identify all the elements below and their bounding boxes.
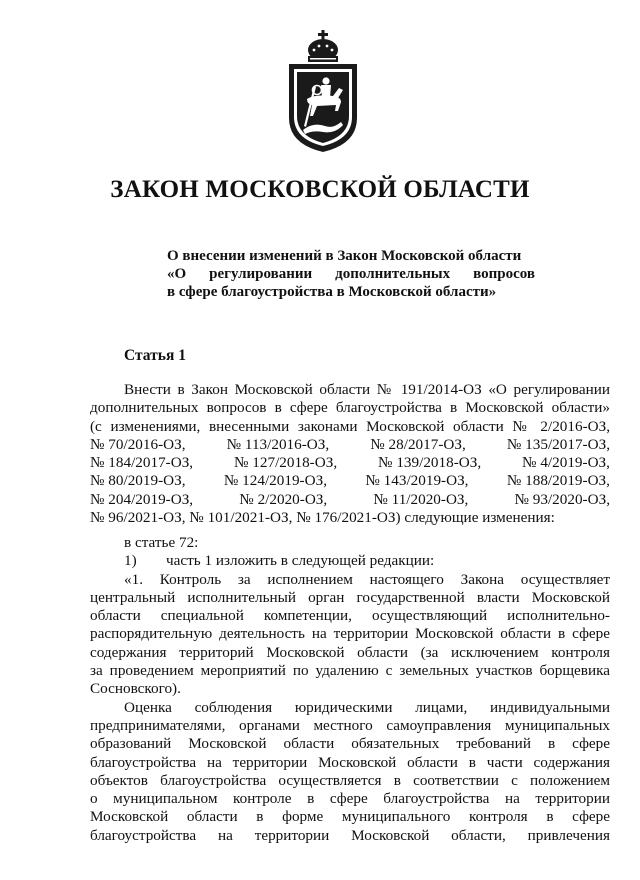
- text-line: Сосновского).: [90, 680, 181, 698]
- law-ref: № 143/2019-ОЗ,: [365, 472, 469, 490]
- law-ref: № 93/2020-ОЗ,: [514, 490, 610, 508]
- law-ref: № 70/2016-ОЗ,: [90, 435, 186, 453]
- text-line: образований Московской области обязательных требований в сфере: [90, 735, 610, 753]
- text-line: благоустройства на территории Московской области, привлечения: [90, 826, 610, 844]
- law-ref: № 184/2017-ОЗ,: [90, 454, 194, 472]
- article-heading: Статья 1: [124, 347, 186, 364]
- text-line: дополнительных вопросов в сфере благоустройства в Московской области»: [90, 399, 610, 417]
- law-ref: № 135/2017-ОЗ,: [506, 435, 610, 453]
- text-line: объектов благоустройства осуществляется в соответствии с положением: [90, 771, 610, 789]
- law-ref: № 11/2020-ОЗ,: [373, 490, 469, 508]
- text-line: благоустройства на территории Московской области в части содержания: [90, 753, 610, 771]
- text-line: Внести в Закон Московской области № 191/2014-ОЗ «О регулировании: [124, 381, 610, 398]
- intro-paragraph: [90, 381, 610, 527]
- law-title: ЗАКОН МОСКОВСКОЙ ОБЛАСТИ: [110, 176, 530, 203]
- law-list-row: [90, 454, 610, 472]
- subtitle-line: в сфере благоустройства в Московской области»: [167, 284, 497, 300]
- law-ref: № 28/2017-ОЗ,: [370, 435, 466, 453]
- crown-icon: [308, 30, 338, 62]
- law-list-row: [90, 491, 610, 509]
- text-line: области специальной компетенции, осуществляющий исполнительно-: [90, 607, 610, 625]
- item-text: часть 1 изложить в следующей редакции:: [166, 552, 435, 570]
- law-ref: № 188/2019-ОЗ,: [506, 472, 610, 490]
- text-line: за проведением мероприятий по удалению с земельных участков борщевика: [90, 662, 610, 680]
- text-line: содержания территорий Московской области (за исключением контроля: [90, 643, 610, 661]
- law-list-row: [90, 436, 610, 454]
- law-ref: № 127/2018-ОЗ,: [234, 454, 338, 472]
- law-ref: № 139/2018-ОЗ,: [378, 454, 482, 472]
- subtitle-line: О внесении изменений в Закон Московской области: [167, 248, 522, 264]
- law-ref: № 124/2019-ОЗ,: [223, 472, 327, 490]
- subtitle-line: «О регулировании дополнительных вопросов: [167, 266, 535, 282]
- text-line: о муниципальном контроле в сфере благоустройства на территории: [90, 790, 610, 808]
- text-line: распорядительную деятельность на территории Московской области в сфере: [90, 625, 610, 643]
- list-item: [90, 552, 610, 570]
- law-list-row: [90, 472, 610, 490]
- law-subtitle: [167, 247, 535, 301]
- law-ref: № 2/2020-ОЗ,: [239, 490, 328, 508]
- text-line: центральный исполнительный орган государственной власти Московской: [90, 588, 610, 606]
- text-line: № 96/2021-ОЗ, № 101/2021-ОЗ, № 176/2021-ОЗ) следующие изменения:: [90, 509, 555, 527]
- law-ref: № 204/2019-ОЗ,: [90, 490, 194, 508]
- item-number: 1): [124, 552, 137, 570]
- text-line: Оценка соблюдения юридическими лицами, индивидуальными: [124, 698, 610, 716]
- law-ref: № 113/2016-ОЗ,: [226, 435, 330, 453]
- text-line: «1. Контроль за исполнением настоящего Закона осуществляет: [124, 570, 610, 588]
- law-ref: № 80/2019-ОЗ,: [90, 472, 186, 490]
- text-line: Московской области в форме муниципального контроля в сфере: [90, 808, 610, 826]
- text-line: в статье 72:: [124, 534, 199, 551]
- text-line: (с изменениями, внесенными законами Московской области № 2/2016-ОЗ,: [90, 417, 610, 435]
- amendment-section: [90, 534, 610, 845]
- law-ref: № 4/2019-ОЗ,: [522, 454, 610, 472]
- coat-of-arms-emblem: [283, 26, 363, 154]
- text-line: предпринимателями, органами местного самоуправления муниципальных: [90, 716, 610, 734]
